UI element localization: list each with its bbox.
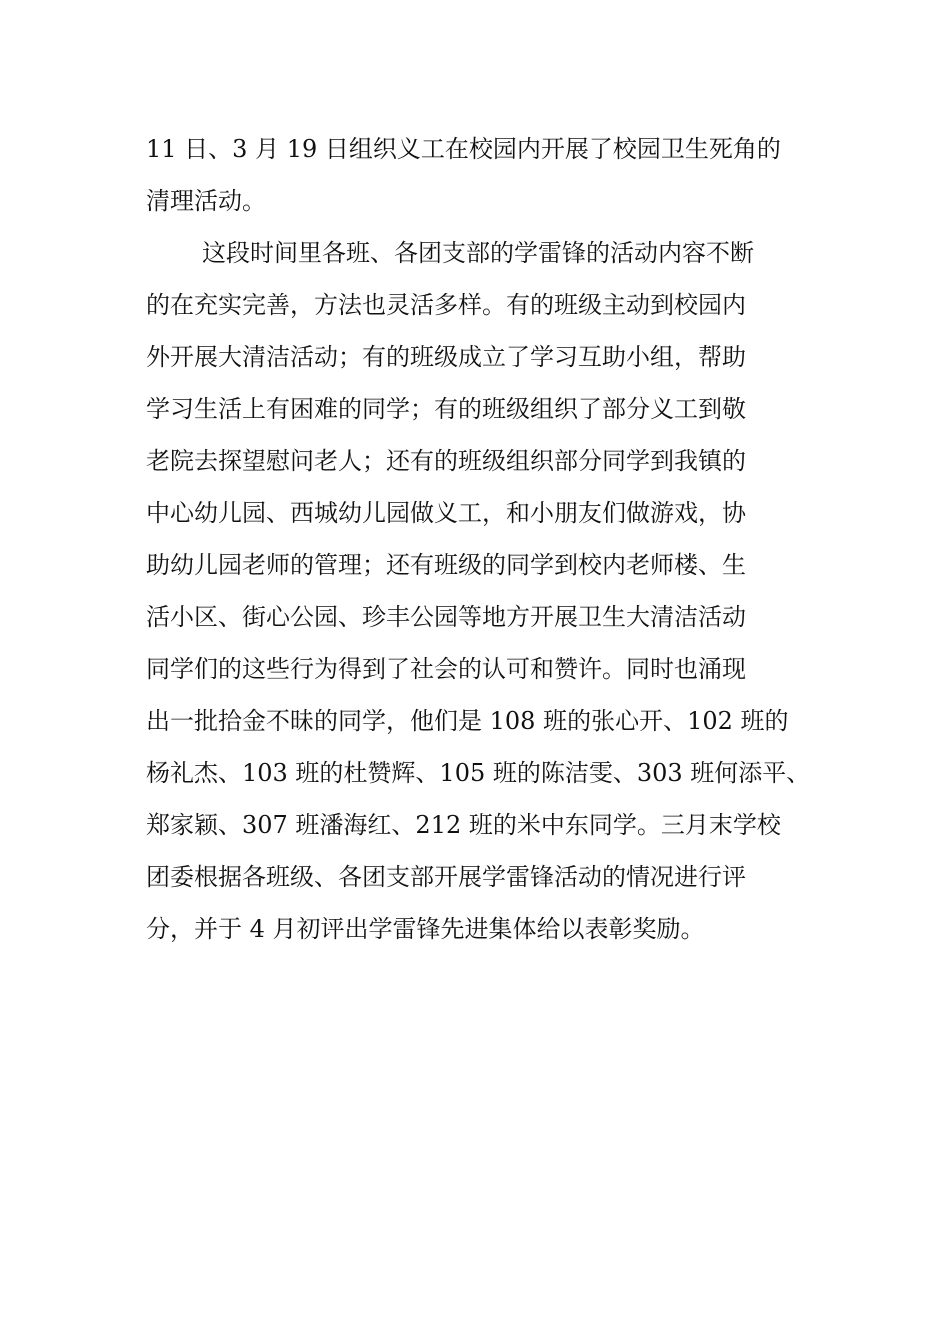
- text-line-15: 团委根据各班级、各团支部开展学雷锋活动的情况进行评: [146, 863, 746, 891]
- text-line-5: 外开展大清洁活动；有的班级成立了学习互助小组，帮助: [146, 343, 746, 371]
- text-line-8: 中心幼儿园、西城幼儿园做义工，和小朋友们做游戏，协: [146, 499, 746, 527]
- text-line-16: 分，并于 4 月初评出学雷锋先进集体给以表彰奖励。: [146, 915, 705, 943]
- text-line-10: 活小区、街心公园、珍丰公园等地方开展卫生大清洁活动: [146, 603, 746, 631]
- body-text: [146, 127, 846, 959]
- text-line-14: 郑家颖、307 班潘海红、212 班的米中东同学。三月末学校: [146, 811, 781, 839]
- text-line-7: 老院去探望慰问老人；还有的班级组织部分同学到我镇的: [146, 447, 746, 475]
- text-line-12: 出一批拾金不昧的同学，他们是 108 班的张心开、102 班的: [146, 707, 789, 735]
- text-line-3-paragraph-start: 这段时间里各班、各团支部的学雷锋的活动内容不断: [202, 239, 754, 267]
- text-line-11: 同学们的这些行为得到了社会的认可和赞许。同时也涌现: [146, 655, 746, 683]
- text-line-2: 清理活动。: [146, 187, 266, 215]
- text-line-9: 助幼儿园老师的管理；还有班级的同学到校内老师楼、生: [146, 551, 746, 579]
- text-line-6: 学习生活上有困难的同学；有的班级组织了部分义工到敬: [146, 395, 746, 423]
- text-line-1: 11 日、3 月 19 日组织义工在校园内开展了校园卫生死角的: [146, 135, 781, 163]
- text-line-4: 的在充实完善，方法也灵活多样。有的班级主动到校园内: [146, 291, 746, 319]
- text-line-13: 杨礼杰、103 班的杜赞辉、105 班的陈洁雯、303 班何添平、: [146, 759, 811, 787]
